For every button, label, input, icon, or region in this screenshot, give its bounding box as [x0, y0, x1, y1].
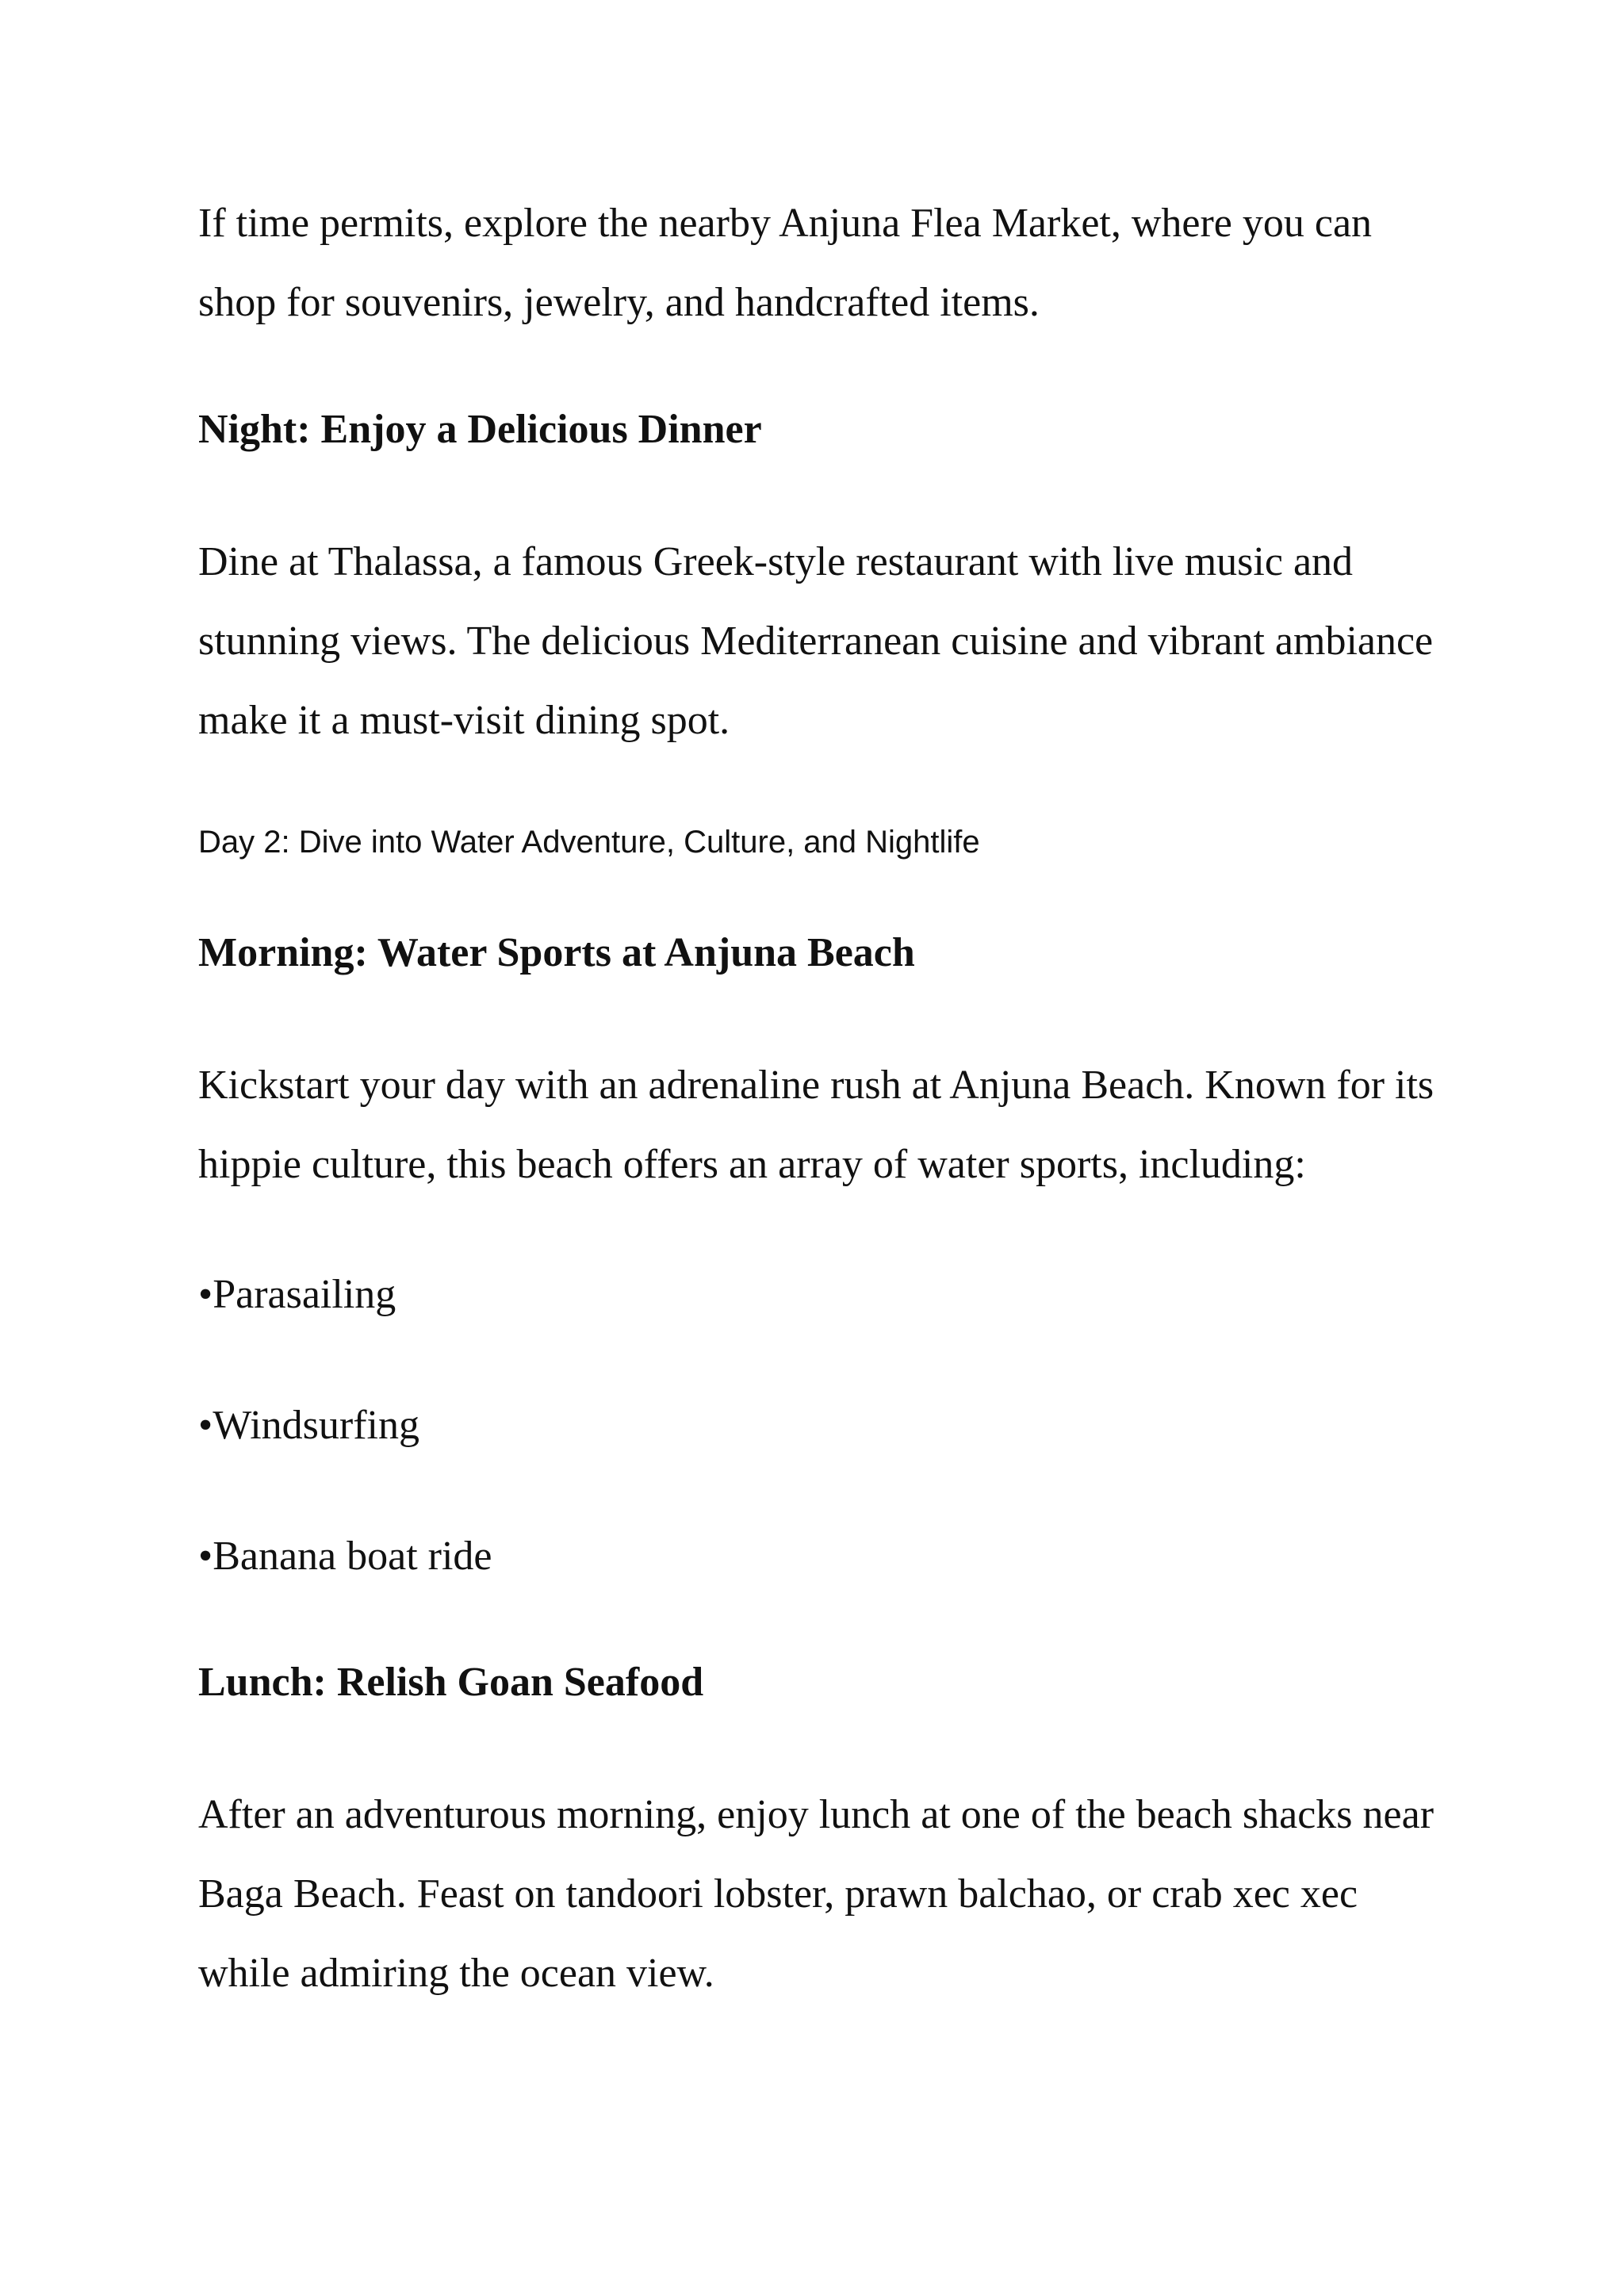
night-paragraph: [198, 523, 1467, 760]
lunch-paragraph: [198, 1775, 1467, 2013]
lunch-paragraph-line: Baga Beach. Feast on tandoori lobster, prawn balchao, or crab xec xec: [198, 1871, 1358, 1917]
list-item-banana-boat: •Banana boat ride: [198, 1534, 492, 1579]
night-paragraph-line: stunning views. The delicious Mediterranean cuisine and vibrant ambiance: [198, 618, 1434, 664]
lunch-paragraph-line: After an adventurous morning, enjoy lunch at one of the beach shacks near: [198, 1792, 1434, 1837]
morning-heading: Morning: Water Sports at Anjuna Beach: [198, 930, 915, 975]
morning-paragraph-line: Kickstart your day with an adrenaline rush at Anjuna Beach. Known for its: [198, 1063, 1434, 1108]
list-item-parasailing: •Parasailing: [198, 1272, 396, 1317]
morning-paragraph-line: hippie culture, this beach offers an array of water sports, including:: [198, 1142, 1306, 1187]
intro-paragraph: [198, 184, 1467, 343]
intro-paragraph-line: If time permits, explore the nearby Anjuna Flea Market, where you can: [198, 201, 1373, 246]
list-item-windsurfing: •Windsurfing: [198, 1403, 419, 1448]
lunch-paragraph-line: while admiring the ocean view.: [198, 1951, 714, 1996]
morning-paragraph: [198, 1046, 1467, 1204]
night-heading: Night: Enjoy a Delicious Dinner: [198, 407, 762, 452]
day2-title: Day 2: Dive into Water Adventure, Culture, and Nightlife: [198, 825, 980, 860]
night-paragraph-line: Dine at Thalassa, a famous Greek-style restaurant with live music and: [198, 539, 1354, 584]
lunch-heading: Lunch: Relish Goan Seafood: [198, 1660, 704, 1705]
intro-paragraph-line: shop for souvenirs, jewelry, and handcrafted items.: [198, 280, 1040, 325]
night-paragraph-line: make it a must-visit dining spot.: [198, 698, 730, 743]
